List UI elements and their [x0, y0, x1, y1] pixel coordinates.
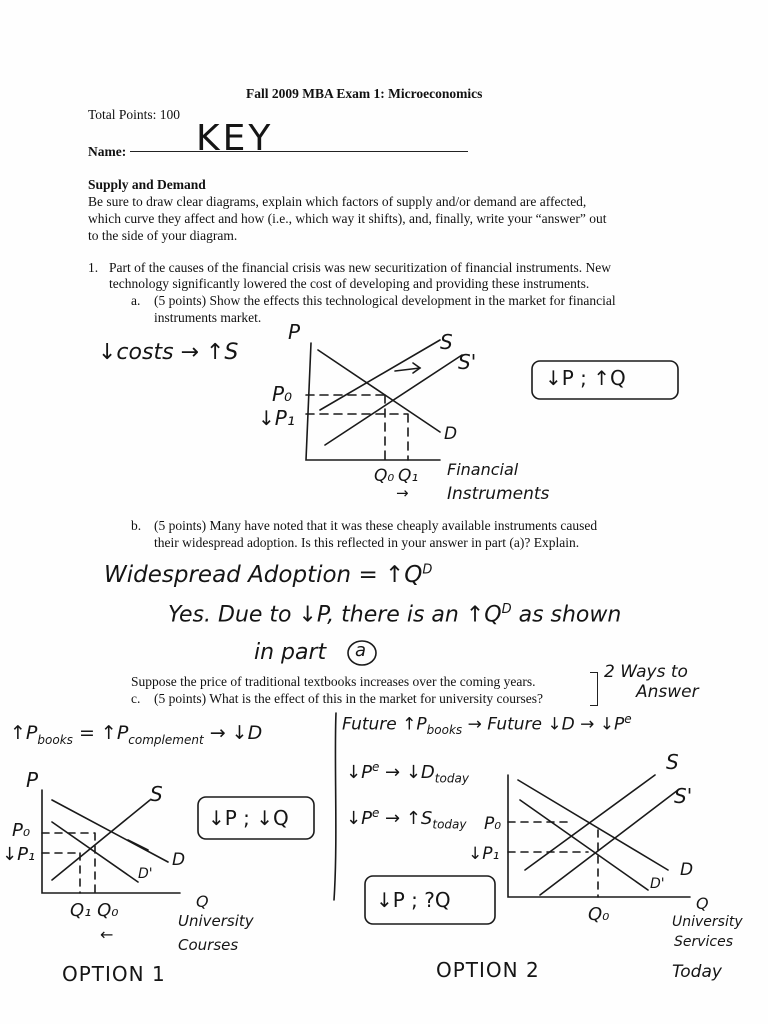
equilibrium-dashes — [42, 833, 95, 893]
name-value-handwritten: KEY — [196, 118, 274, 159]
demand-curve — [518, 780, 668, 870]
suppose-text: Suppose the price of traditional textbooks increases over the coming years. — [131, 674, 536, 689]
hw-c2-x-label: Services — [674, 934, 734, 950]
hw-a-p1: ↓P₁ — [258, 406, 295, 430]
hw-c1-price-axis: P — [26, 768, 39, 792]
hw-a-price-axis: P — [288, 320, 301, 344]
question-number: 1. — [88, 260, 99, 275]
name-label: Name: — [88, 144, 127, 159]
part-a-text: instruments market. — [154, 310, 262, 325]
part-b-label: b. — [131, 518, 142, 533]
hw-c2-p1: ↓P₁ — [468, 844, 500, 864]
hw-ways-to-answer: Answer — [636, 682, 699, 702]
hw-c1-answer: ↓P ; ↓Q — [208, 806, 289, 830]
part-a-label: a. — [131, 293, 141, 308]
part-b-text: (5 points) Many have noted that it was these cheaply available instruments caused — [154, 518, 598, 533]
equilibrium-dashes — [306, 395, 408, 460]
question-text: Part of the causes of the financial crisis was new securitization of financial instruments. New — [109, 260, 611, 275]
hw-c1-q-arrow: ← — [100, 925, 114, 944]
hw-a-x-label: Instruments — [447, 484, 550, 504]
hw-option-1-reasoning: $↑P_{books}$ = $↑P_{complement}$ → ↓D — [10, 722, 263, 747]
hw-b-line-2: Yes. Due to ↓P, there is an $↑Q^D$ as shown — [168, 602, 622, 628]
exam-title: Fall 2009 MBA Exam 1: Microeconomics — [246, 86, 483, 101]
hw-b-line-1: Widespread Adoption = $↑Q^D$ — [104, 562, 433, 588]
hw-option-1: OPTION 1 — [62, 962, 166, 986]
supply-curve — [52, 800, 150, 880]
hw-c2-q-axis: Q — [696, 894, 709, 913]
hw-a-supply-shifted: S' — [458, 350, 477, 374]
instructions-line: Be sure to draw clear diagrams, explain which factors of supply and/or demand are affected, — [88, 194, 587, 209]
graph-part-a — [306, 340, 678, 460]
hw-c2-q0: Q₀ — [588, 904, 610, 925]
part-a-text: (5 points) Show the effects this technological development in the market for financial — [154, 293, 616, 308]
instructions-line: to the side of your diagram. — [88, 228, 238, 243]
hw-option-2-supply: $↓P^e$ → $↑S_{today}$ — [346, 806, 467, 832]
hw-c1-demand-shifted: D' — [138, 866, 153, 882]
hw-c2-p0: P₀ — [484, 814, 502, 834]
hw-c1-q-labels: Q₁ Q₀ — [70, 900, 119, 921]
hw-bracket — [590, 672, 598, 706]
hw-a-p0: P₀ — [272, 382, 293, 406]
hw-a-x-label: Financial — [447, 460, 519, 479]
question-text: technology significantly lowered the cost of developing and providing these instruments. — [109, 276, 590, 291]
supply-curve — [320, 340, 440, 410]
axes — [306, 343, 440, 460]
hw-c2-demand-shifted: D' — [650, 876, 665, 892]
hw-a-q1: Q₁ — [398, 466, 419, 486]
hw-option-2-reasoning: Future $↑P_{books}$ → Future ↓D → $↓P^e$ — [342, 712, 632, 738]
hw-a-costs: ↓costs → ↑S — [98, 340, 239, 365]
hw-c2-x-label: Today — [672, 962, 722, 982]
part-c-label: c. — [131, 691, 141, 706]
hw-a-q0: Q₀ — [374, 466, 395, 486]
hw-c1-x-label: University — [178, 912, 254, 930]
part-c-text: (5 points) What is the effect of this in the market for university courses? — [154, 691, 544, 706]
hw-a-q-arrow: → — [396, 484, 409, 502]
shift-arrow — [128, 840, 148, 850]
hw-a-demand: D — [444, 424, 458, 444]
total-points: Total Points: 100 — [88, 107, 181, 122]
hw-c2-x-label: University — [672, 914, 743, 930]
hw-a-answer: ↓P ; ↑Q — [545, 366, 626, 390]
hw-c1-x-label: Courses — [178, 936, 239, 954]
hw-c2-demand: D — [680, 860, 694, 880]
part-b-text: their widespread adoption. Is this reflected in your answer in part (a)? Explain. — [154, 535, 580, 550]
hw-ways-to-answer: 2 Ways to — [604, 662, 688, 682]
hw-option-2: OPTION 2 — [436, 958, 540, 982]
hw-c1-demand: D — [172, 850, 186, 870]
divider-line — [334, 713, 336, 900]
hw-c1-p1: ↓P₁ — [2, 844, 36, 865]
instructions-line: which curve they affect and how (i.e., which way it shifts), and, finally, write your “answer” out — [88, 211, 607, 226]
hw-b-circled-a: a — [355, 640, 367, 661]
hw-b-line-3: in part — [254, 640, 327, 665]
hw-a-supply: S — [440, 330, 453, 354]
hw-c1-supply: S — [150, 782, 163, 806]
section-title: Supply and Demand — [88, 177, 206, 192]
hw-option-2-demand: $↓P^e$ → $↓D_{today}$ — [346, 760, 469, 786]
hw-c1-p0: P₀ — [12, 820, 31, 841]
hw-c2-supply: S — [666, 750, 679, 774]
hw-c2-supply-shifted: S' — [674, 784, 693, 808]
demand-curve-shifted — [520, 800, 648, 890]
hw-c1-q-axis: Q — [196, 892, 209, 911]
hw-c2-answer: ↓P ; ?Q — [376, 888, 451, 912]
demand-curve — [318, 350, 440, 432]
